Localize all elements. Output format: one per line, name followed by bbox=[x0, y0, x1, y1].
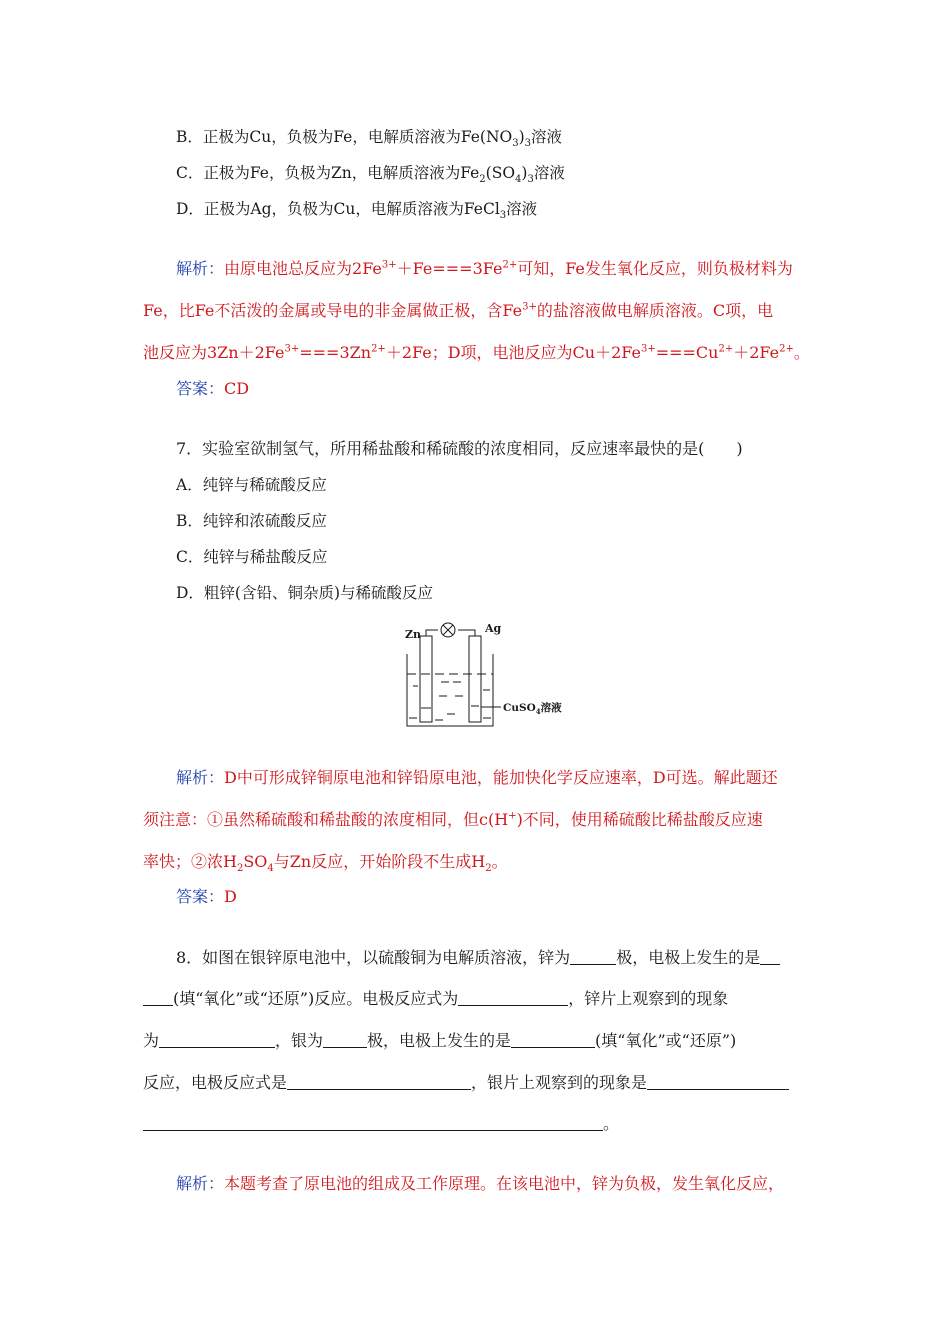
solution-label: CuSO$_4$溶液 bbox=[503, 702, 562, 716]
ag-electrode bbox=[469, 636, 481, 722]
q6-explanation-line-2: Fe，比Fe不活泼的金属或导电的非金属做正极，含$Fe^{3+}$的盐溶液做电解质溶液。C项，电 bbox=[143, 301, 774, 320]
zn-label: Zn bbox=[405, 628, 422, 641]
answer-blank[interactable] bbox=[647, 1075, 789, 1090]
wire-left bbox=[426, 630, 438, 636]
q7-explanation-line-3: 率快；②浓$H_2SO_4$与Zn反应，开始阶段不生成$H_2$。 bbox=[143, 852, 508, 875]
explanation-label: 解析： bbox=[176, 259, 225, 278]
answer-blank[interactable] bbox=[511, 1033, 595, 1048]
q8-line-4: 反应，电极反应式是 ，银片上观察到的现象是 bbox=[143, 1073, 789, 1093]
answer-blank[interactable] bbox=[287, 1075, 471, 1090]
q7-stem: 7．实验室欲制氢气，所用稀盐酸和稀硫酸的浓度相同，反应速率最快的是( ) bbox=[176, 439, 743, 458]
q7-option-b: B．纯锌和浓硫酸反应 bbox=[176, 512, 327, 530]
answer-blank[interactable] bbox=[143, 991, 173, 1006]
answer-label: 答案： bbox=[176, 887, 225, 906]
wire-right bbox=[458, 630, 475, 636]
answer-blank[interactable] bbox=[143, 1116, 603, 1131]
answer-blank[interactable] bbox=[159, 1033, 275, 1048]
answer-value: D bbox=[224, 887, 237, 906]
q6-explanation-line-3: 池反应为$3Zn+2Fe^{3+}===3Zn^{2+}+2Fe$；D项，电池反应为$Cu+2Fe^{3+}===Cu^{2+}+2Fe^{2+}$。 bbox=[143, 343, 810, 362]
ag-label: Ag bbox=[485, 622, 502, 635]
explanation-label: 解析： bbox=[176, 768, 225, 787]
q7-option-c: C．纯锌与稀盐酸反应 bbox=[176, 548, 328, 566]
q8-line-5: 。 bbox=[143, 1114, 619, 1134]
q6-option-c: C．正极为Fe，负极为Zn，电解质溶液为$Fe_2(SO_4)_3$溶液 bbox=[176, 164, 565, 186]
answer-blank[interactable] bbox=[760, 950, 780, 965]
q6-option-b: B．正极为Cu，负极为Fe，电解质溶液为$Fe(NO_3)_3$溶液 bbox=[176, 128, 563, 150]
q8-line-3: 为 ，银为 极，电极上发生的是 (填“氧化”或“还原”) bbox=[143, 1031, 737, 1050]
answer-blank[interactable] bbox=[323, 1033, 367, 1048]
q8-explanation-line-1: 解析：本题考查了原电池的组成及工作原理。在该电池中，锌为负极，发生氧化反应， bbox=[176, 1174, 785, 1193]
galvanic-cell-diagram bbox=[395, 614, 575, 730]
answer-blank[interactable] bbox=[570, 950, 616, 965]
q7-explanation-line-2: 须注意：①虽然稀硫酸和稀盐酸的浓度相同，但c(H+)不同，使用稀硫酸比稀盐酸反应速 bbox=[143, 810, 763, 829]
answer-label: 答案： bbox=[176, 379, 225, 398]
answer-blank[interactable] bbox=[458, 991, 568, 1006]
q7-option-d: D．粗锌(含铅、铜杂质)与稀硫酸反应 bbox=[176, 584, 434, 602]
zn-electrode bbox=[420, 636, 432, 722]
q6-answer bbox=[176, 379, 249, 399]
explanation-label: 解析： bbox=[176, 1174, 225, 1193]
q8-line-2: (填“氧化”或“还原”)反应。电极反应式为 ，锌片上观察到的现象 bbox=[143, 989, 728, 1009]
answer-value: CD bbox=[224, 379, 250, 398]
q6-option-d: D．正极为Ag，负极为Cu，电解质溶液为FeCl$_3$溶液 bbox=[176, 200, 538, 222]
q7-explanation-line-1: 解析：D中可形成锌铜原电池和锌铅原电池，能加快化学反应速率，D可选。解此题还 bbox=[176, 768, 778, 787]
q7-option-a: A．纯锌与稀硫酸反应 bbox=[176, 476, 327, 494]
q6-explanation-line-1: 解析：由原电池总反应为$2Fe^{3+}+Fe===3Fe^{2+}$可知，Fe发生氧化反应，则负极材料为 bbox=[176, 259, 793, 278]
q7-answer bbox=[176, 887, 237, 907]
q8-line-1: 8．如图在银锌原电池中，以硫酸铜为电解质溶液，锌为 极，电极上发生的是 bbox=[176, 948, 780, 968]
